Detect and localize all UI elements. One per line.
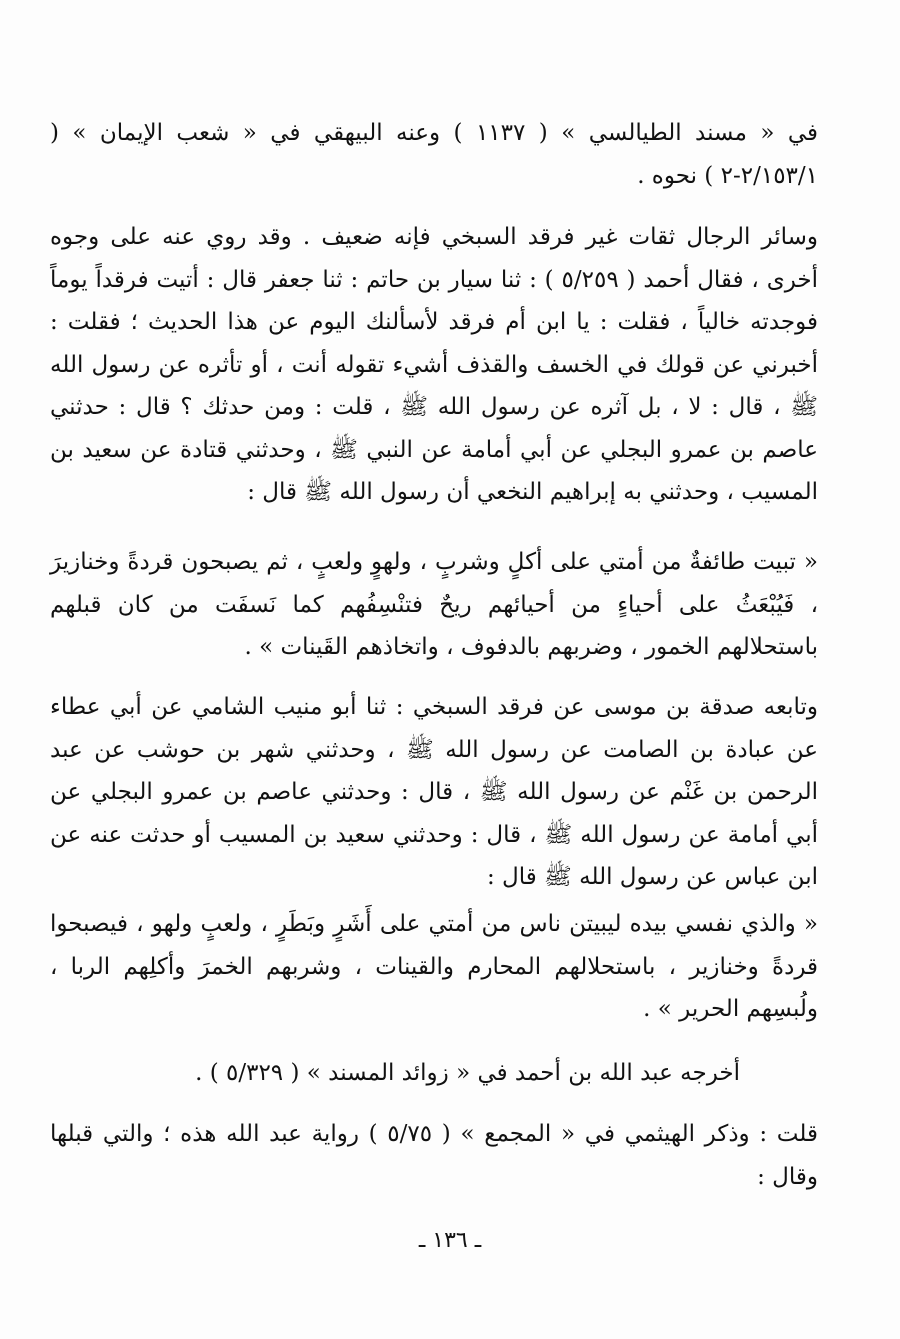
hadith-quote-2: « والذي نفسي بيده ليبيتن ناس من أمتي على أَشَرٍ وبَطَرٍ ، ولعبٍ ولهو ، فيصبحوا قردةً وخنازير ، باستحلالهم المحارم والقينات ، وشربهم الخمرَ وأكلِهم الربا ، ولُبسِهم الحرير » .: [50, 911, 818, 1022]
paragraph-narrators: وسائر الرجال ثقات غير فرقد السبخي فإنه ضعيف . وقد روي عنه على وجوه أخرى ، فقال أحمد ( ٥/٢٥٩ ) : ثنا سيار بن حاتم : ثنا جعفر قال : أتيت فرقداً يوماً فوجدته خالياً ، فقلت : يا ابن أم فرقد لأسألنك اليوم عن هذا الحديث ؛ فقلت : أخبرني عن قولك في الخسف والقذف أشيء تقوله أنت ، أو تأثره عن رسول الله ﷺ ، قال : لا ، بل آثره عن رسول الله ﷺ ، قلت : ومن حدثك ؟ قال : حدثني عاصم بن عمرو البجلي عن أبي أمامة عن النبي ﷺ ، وحدثني قتادة عن سعيد بن المسيب ، وحدثني به إبراهيم النخعي أن رسول الله ﷺ قال :: [50, 224, 818, 505]
hadith-quote-1: « تبيت طائفةٌ من أمتي على أكلٍ وشربٍ ، ولهوٍ ولعبٍ ، ثم يصبحون قردةً وخنازيرَ ، فَيُبْعَثُ على أحياءٍ من أحيائهم ريحٌ فتنْسِفُهم كما نَسفَت من كان قبلهم باستحلالهم الخمور ، وضربهم بالدفوف ، واتخاذهم القَينات » .: [50, 549, 818, 660]
page-number: ـ ١٣٦ ـ: [418, 1228, 482, 1253]
paragraph-citation: في « مسند الطيالسي » ( ١١٣٧ ) وعنه البيهقي في « شعب الإيمان » ( ٢/١٥٣/١-٢ ) نحوه .: [50, 120, 818, 189]
paragraph-source: أخرجه عبد الله بن أحمد في « زوائد المسند » ( ٥/٣٢٩ ) .: [195, 1060, 740, 1086]
paragraph-comment: قلت : وذكر الهيثمي في « المجمع » ( ٥/٧٥ ) رواية عبد الله هذه ؛ والتي قبلها وقال :: [50, 1121, 818, 1190]
paragraph-corroboration: وتابعه صدقة بن موسى عن فرقد السبخي : ثنا أبو منيب الشامي عن أبي عطاء عن عبادة بن الصامت عن رسول الله ﷺ ، وحدثني شهر بن حوشب عن عبد الرحمن بن غَنْم عن رسول الله ﷺ ، قال : وحدثني عاصم بن عمرو البجلي عن أبي أمامة عن رسول الله ﷺ ، قال : وحدثني سعيد بن المسيب أو حدثت عنه عن ابن عباس عن رسول الله ﷺ قال :: [50, 694, 818, 890]
